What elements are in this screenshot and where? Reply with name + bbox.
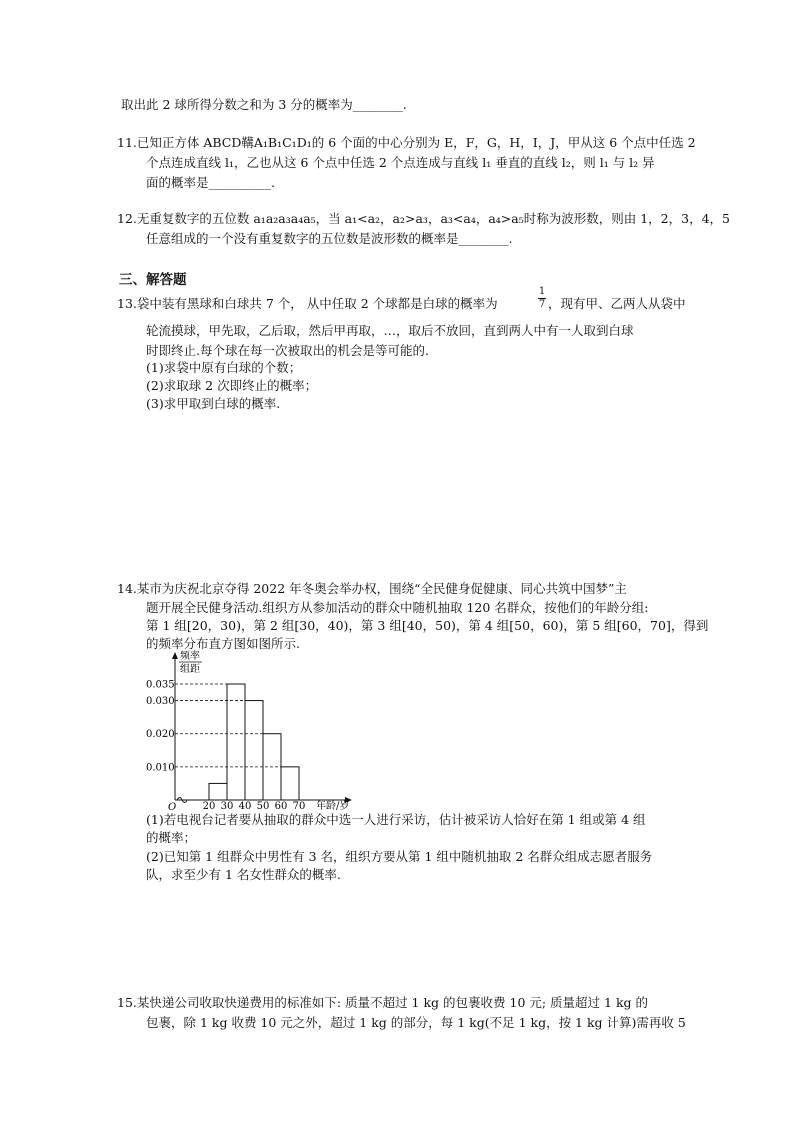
q11-line-1: 11.已知正方体 ABCD鞲A₁B₁C₁D₁的 6 个面的中心分别为 E，F，G，H，I，J，甲从这 6 个点中任选 2: [117, 135, 696, 150]
q11-line-2: 个点连成直线 l₁，乙也从这 6 个点中任选 2 个点连成与直线 l₁ 垂直的直线 l₂，则 l₁ 与 l₂ 异: [146, 155, 655, 170]
fraction-numerator: 1: [538, 286, 546, 297]
x-tick-label: 40: [238, 801, 252, 810]
q14-line-3: 第 1 组[20，30)，第 2 组[30，40)，第 3 组[40，50)，第 4 组[50，60)，第 5 组[60，70]，得到: [146, 618, 709, 633]
histogram-bar-3: [245, 701, 263, 800]
q12-line-2: 任意组成的一个没有重复数字的五位数是波形数的概率是________.: [146, 231, 513, 246]
x-axis-label: 年龄/岁: [316, 801, 350, 810]
frequency-histogram: [146, 648, 356, 810]
q11-line-3: 面的概率是__________.: [146, 175, 275, 190]
q13-sub-1: (1)求袋中原有白球的个数；: [146, 360, 302, 375]
x-tick-label: 50: [256, 801, 270, 810]
y-axis-arrow: [172, 652, 178, 659]
histogram-bar-5: [281, 767, 299, 800]
x-tick-label: 20: [202, 801, 216, 810]
y-label-bottom: 组距: [180, 664, 200, 675]
x-tick-label: 70: [292, 801, 306, 810]
fraction-denominator: 7: [538, 299, 546, 310]
x-tick-label: 30: [220, 801, 234, 810]
q14-line-4: 的频率分布直方图如图所示.: [146, 636, 300, 651]
q14-line-1: 14.某市为庆祝北京夺得 2022 年冬奥会举办权，围绕“全民健身促健康、同心共筑中国梦”主: [117, 581, 627, 596]
q14-sub-2a: (2)已知第 1 组群众中男性有 3 名，组织方要从第 1 组中随机抽取 2 名群众组成志愿者服务: [146, 849, 653, 864]
q13-line-1b: ，现有甲、乙两人从袋中: [548, 296, 686, 311]
q13-line-2: 轮流摸球，甲先取，乙后取，然后甲再取，…，取后不放回，直到两人中有一人取到白球: [146, 323, 634, 338]
q13-line-1: 13.袋中装有黑球和白球共 7 个， 从中任取 2 个球都是白球的概率为: [117, 296, 498, 311]
section-heading: 三、解答题: [119, 272, 187, 288]
q15-line-2: 包裹，除 1 kg 收费 10 元之外，超过 1 kg 的部分，每 1 kg(不足 1 kg，按 1 kg 计算)需再收 5: [146, 1015, 686, 1030]
histogram-bar-2: [227, 684, 245, 800]
q14-sub-1a: (1)若电视台记者要从抽取的群众中选一人进行采访，估计被采访人恰好在第 1 组或第 4 组: [146, 812, 646, 827]
q14-sub-2b: 队，求至少有 1 名女性群众的概率.: [146, 867, 341, 882]
q13-sub-2: (2)求取球 2 次即终止的概率；: [146, 378, 318, 393]
q12-line-1: 12.无重复数字的五位数 a₁a₂a₃a₄a₅，当 a₁<a₂，a₂>a₃，a₃<a₄，a₄>a₅时称为波形数，则由 1，2，3，4，5: [117, 211, 730, 226]
y-tick-label: 0.035: [146, 679, 175, 691]
x-tick-label: 60: [274, 801, 288, 810]
q15-line-1: 15.某快递公司收取快递费用的标准如下: 质量不超过 1 kg 的包裹收费 10 元; 质量超过 1 kg 的: [117, 995, 649, 1010]
y-tick-label: 0.010: [146, 762, 175, 774]
y-tick-label: 0.020: [146, 729, 175, 741]
q13-fraction: [538, 287, 546, 310]
q13-line-3: 时即终止.每个球在每一次被取出的机会是等可能的.: [146, 343, 429, 358]
q14-sub-1b: 的概率；: [146, 830, 197, 845]
q13-sub-3: (3)求甲取到白球的概率.: [146, 396, 281, 411]
y-tick-label: 0.030: [146, 696, 175, 708]
origin-label: O: [168, 802, 177, 810]
histogram-axes: [168, 649, 352, 810]
histogram-bar-1: [209, 783, 227, 800]
prev-question-tail: 取出此 2 球所得分数之和为 3 分的概率为________.: [121, 97, 407, 112]
y-label-top: 频率: [180, 651, 200, 662]
q14-line-2: 题开展全民健身活动.组织方从参加活动的群众中随机抽取 120 名群众，按他们的年龄分组:: [146, 600, 649, 615]
